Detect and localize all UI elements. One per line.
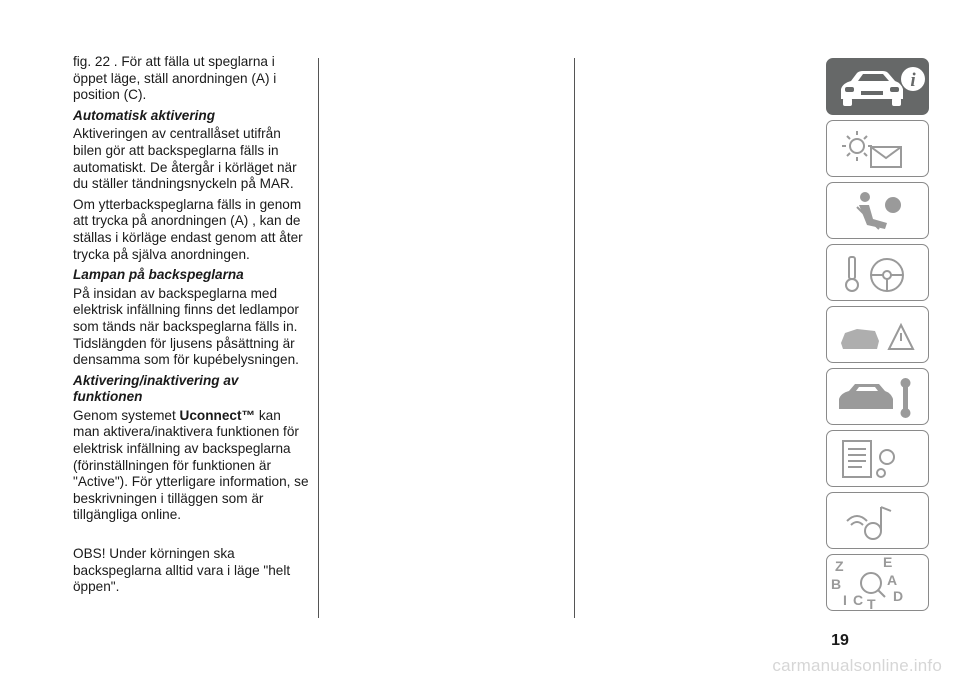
column-divider-1 xyxy=(318,58,319,618)
index-tab-safety[interactable] xyxy=(826,182,929,239)
svg-text:C: C xyxy=(853,592,864,608)
figure-caption: fig. 22 . För att fälla ut speglarna i öppet läge, ställ anordningen (A) i position (C). xyxy=(73,54,277,103)
svg-text:D: D xyxy=(893,588,904,604)
svg-text:B: B xyxy=(831,576,842,592)
alphabetical-index-icon xyxy=(827,555,929,611)
page-number: 19 xyxy=(831,632,849,649)
index-tab-starting-driving[interactable] xyxy=(826,244,929,301)
paragraph-note: OBS! Under körningen ska backspeglarna alltid vara i läge "helt öppen". xyxy=(73,546,291,595)
warning-lights-icon xyxy=(827,121,929,177)
index-tab-emergency[interactable] xyxy=(826,306,929,363)
svg-text:i: i xyxy=(910,70,916,91)
index-tab-technical-data[interactable] xyxy=(826,430,929,487)
car-info-icon xyxy=(827,59,929,115)
multimedia-icon xyxy=(827,493,929,549)
index-tab-warning-lights[interactable] xyxy=(826,120,929,177)
index-tab-maintenance[interactable] xyxy=(826,368,929,425)
svg-text:A: A xyxy=(887,572,898,588)
column-divider-2 xyxy=(574,58,575,618)
steering-wheel-key-icon xyxy=(827,245,929,301)
paragraph-function-toggle: Genom systemet Uconnect™ kan man aktivera/inaktivera funktionen för elektrisk infällning av backspeglarna (förinställningen för funktionen är "Active"). För ytterligare information, se beskrivningen i tilläggen som är tillgängliga online. xyxy=(73,407,309,523)
index-tab-alphabetical-index[interactable] xyxy=(826,554,929,611)
car-maintenance-icon xyxy=(827,369,929,425)
heading-mirror-lamp: Lampan på backspeglarna xyxy=(73,267,244,283)
heading-automatic-activation: Automatisk aktivering xyxy=(73,107,216,123)
index-tab-car-info[interactable] xyxy=(826,58,929,115)
svg-text:I: I xyxy=(843,592,847,608)
watermark: carmanualsonline.info xyxy=(772,656,942,675)
emergency-crash-icon xyxy=(827,307,929,363)
paragraph-automatic-activation: Aktiveringen av centrallåset utifrån bilen gör att backspeglarna fälls in automatiskt. De återgår i körläget när du ställer tändningsnyckeln på MAR. xyxy=(73,126,297,192)
svg-text:E: E xyxy=(883,555,893,570)
paragraph-return-position: Om ytterbackspeglarna fälls in genom att trycka på anordningen (A) , kan de ställas i körläge endast genom att åter trycka på själva anordningen. xyxy=(73,196,303,262)
svg-text:T: T xyxy=(867,596,876,612)
uconnect-brand: Uconnect™ xyxy=(179,407,256,423)
svg-text:Z: Z xyxy=(835,558,844,574)
technical-data-icon xyxy=(827,431,929,487)
paragraph-mirror-lamp: På insidan av backspeglarna med elektrisk infällning finns det ledlampor som tänds när backspeglarna fälls in. Tidslängden för ljusens påsättning är densamma som för kupébelysningen. xyxy=(73,285,299,368)
text-column xyxy=(73,54,309,600)
index-tab-multimedia[interactable] xyxy=(826,492,929,549)
heading-function-toggle: Aktivering/inaktivering av funktionen xyxy=(73,372,239,405)
airbag-seat-icon xyxy=(827,183,929,239)
